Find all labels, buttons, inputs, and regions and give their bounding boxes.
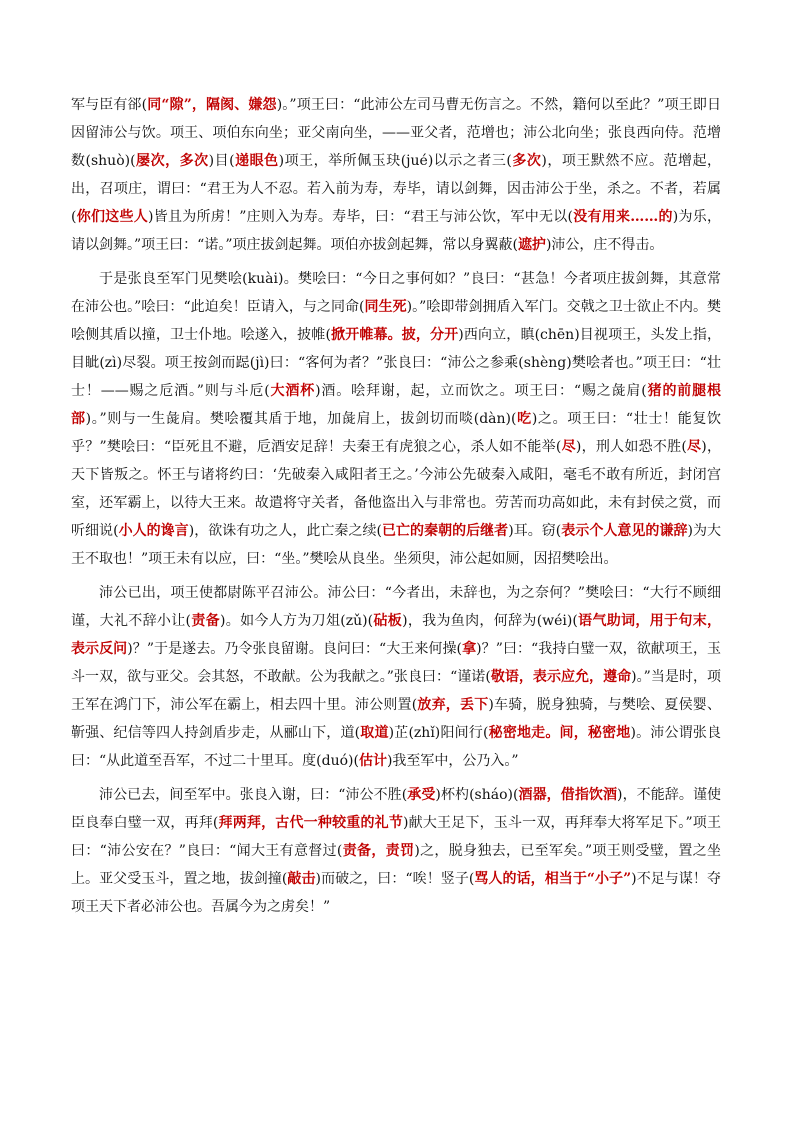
- body-text: 沛公已出，项王使都尉陈平召沛公。沛公曰：“今者出，未辞也，为之奈何？”樊哙曰：“大行不顾细谨，大礼不辞小让(: [71, 585, 721, 629]
- body-text: )西向立，瞋(chēn)目视项王，头发上指，目眦(zì)尽裂。项王按剑而跽(jì)曰：“客何为者？”张良曰：“沛公之参乘(shèng)樊哙者也。”项王曰：“壮士！——赐之卮酒。”则与斗卮(: [71, 327, 722, 399]
- annotation-text: 没有用来……的: [573, 209, 673, 225]
- body-text: )？”于是遂去。乃令张良留谢。良问曰：“大王来何操(: [127, 641, 463, 657]
- body-text: )而破之，曰：“唉！竖子(: [315, 871, 475, 887]
- body-text: )。”则与一生彘肩。樊哙覆其盾于地，加彘肩上，拔剑切而啖(dàn)(: [85, 411, 517, 427]
- paragraph-2: [71, 265, 721, 573]
- annotation-text: 拿: [462, 641, 477, 657]
- annotation-text: 已亡的秦朝的后继者: [381, 523, 509, 539]
- body-text: )？”曰：“我持白璧一双，欲献项王，玉斗一双，欲与亚父。会其怒，不敢献。公为我献之。”张良曰：“谨诺(: [71, 641, 722, 685]
- annotation-text: 砧板: [373, 613, 403, 629]
- body-text: )，刑人如恐不胜(: [575, 439, 687, 455]
- body-text: )之，脱身独去，已至军矣。”项王则受璧，置之坐上。亚父受玉斗，置之地，拔剑撞(: [71, 843, 722, 887]
- body-text: )献大王足下，玉斗一双，再拜奉大将军足下。”项王曰：“沛公安在？”良曰：“闻大王有意督过(: [71, 815, 721, 859]
- annotation-text: 取道: [360, 725, 389, 741]
- body-text: )，欲诛有功之人，此亡秦之续(: [188, 523, 382, 539]
- annotation-text: 小人的谗言: [118, 523, 189, 539]
- body-text: )之。项王曰：“壮士！能复饮乎？”樊哙曰：“臣死且不避，卮酒安足辞！夫秦王有虎狼之心，杀人如不能举(: [71, 411, 722, 455]
- body-text: )杯杓(sháo)(: [435, 787, 519, 803]
- annotation-text: 语气助词，用于句末，表示反问: [71, 613, 722, 657]
- body-text: 军与臣有郤(: [71, 97, 148, 113]
- annotation-text: 遮护: [517, 237, 546, 253]
- annotation-text: 同“隙”，隔阂、嫌怨: [147, 97, 277, 113]
- annotation-text: 大酒杯: [269, 383, 316, 399]
- annotation-text: 吃: [516, 411, 532, 427]
- body-text: )，项王默然不应。范增起，出，召项庄，谓曰：“君王为人不忍。若入前为寿，寿毕，请以剑舞，因击沛公于坐，杀之。不者，若属(: [71, 153, 721, 225]
- annotation-text: 敬语，表示应允，遵命: [490, 669, 632, 685]
- paragraph-3: [71, 579, 721, 775]
- annotation-text: 同生死: [364, 299, 407, 315]
- body-text: )目(: [208, 153, 235, 169]
- annotation-text: 秘密地走。间，秘密地: [488, 725, 631, 741]
- annotation-text: 递眼色: [234, 153, 279, 169]
- annotation-text: 猪的前腿根部: [71, 383, 722, 427]
- body-text: )皆且为所虏！”庄则入为寿。寿毕，曰：“君王与沛公饮，军中无以(: [147, 209, 574, 225]
- body-text: )为大王不取也！”项王未有以应，曰：“坐。”樊哙从良坐。坐须臾，沛公起如厕，因招樊哙出。: [71, 523, 722, 567]
- annotation-text: 你们这些人: [76, 209, 148, 225]
- annotation-text: 骂人的话，相当于“小子”: [474, 871, 632, 887]
- annotation-text: 屡次，多次: [135, 153, 209, 169]
- body-text: )芷(zhǐ)阳间行(: [388, 725, 489, 741]
- annotation-text: 放弃，丢下: [417, 697, 489, 713]
- annotation-text: 多次: [511, 153, 542, 169]
- annotation-text: 掀开帷幕。披，分开: [330, 327, 459, 343]
- body-text: )为乐，请以剑舞。”项王曰：“诺。”项庄拔剑起舞。项伯亦拔剑起舞，常以身翼蔽(: [71, 209, 721, 253]
- body-text: )车骑，脱身独骑，与樊哙、夏侯婴、靳强、纪信等四人持剑盾步走，从郦山下，道(: [71, 697, 722, 741]
- annotation-text: 表示个人意见的谦辞: [561, 523, 688, 539]
- body-text: )，天下皆叛之。怀王与诸将约曰：‘先破秦入咸阳者王之。’今沛公先破秦入咸阳，毫毛不敢有所近，封闭宫室，还军霸上，以待大王来。故遣将守关者，备他盗出入与非常也。劳苦而功高如此，未有封侯之赏，而听细说(: [71, 439, 722, 539]
- body-text: )。”哙即带剑拥盾入军门。交戟之卫士欲止不内。樊哙侧其盾以撞，卫士仆地。哙遂入，披帷(: [71, 299, 722, 343]
- body-text: 于是张良至军门见樊哙(kuài)。樊哙曰：“今日之事何如？”良曰：“甚急！今者项庄拔剑舞，其意常在沛公也。”哙曰：“此迫矣！臣请入，与之同命(: [71, 271, 721, 315]
- annotation-text: 敲击: [287, 871, 316, 887]
- body-text: )耳。窃(: [508, 523, 562, 539]
- paragraph-1: [71, 91, 721, 259]
- annotation-text: 承受: [407, 787, 436, 803]
- paragraph-4: [71, 781, 721, 921]
- body-text: )项王，举所佩玉玦(jué)以示之者三(: [278, 153, 512, 169]
- body-text: )。”项王曰：“此沛公左司马曹无伤言之。不然，籍何以至此？”项王即日因留沛公与饮。项王、项伯东向坐；亚父南向坐，——亚父者，范增也；沛公北向坐；张良西向侍。范增数(shuò)(: [71, 97, 721, 169]
- annotation-text: 估计: [358, 753, 387, 769]
- body-text: )。”当是时，项王军在鸿门下，沛公军在霸上，相去四十里。沛公则置(: [71, 669, 722, 713]
- body-text: )我至军中，公乃入。”: [386, 753, 519, 769]
- article-body: [71, 91, 721, 927]
- body-text: )。如今人方为刀俎(zǔ)(: [219, 613, 374, 629]
- annotation-text: 尽: [686, 439, 702, 455]
- body-text: )不足与谋！夺项王天下者必沛公也。吾属今为之虏矣！”: [71, 871, 721, 915]
- body-text: )，我为鱼肉，何辞为(wéi)(: [402, 613, 578, 629]
- body-text: )。沛公谓张良曰：“从此道至吾军，不过二十里耳。度(duó)(: [71, 725, 722, 769]
- annotation-text: 拜两拜，古代一种较重的礼节: [218, 815, 404, 831]
- annotation-text: 酒器，借指饮酒: [518, 787, 618, 803]
- annotation-text: 责备: [191, 613, 220, 629]
- body-text: )沛公，庄不得击。: [545, 237, 664, 253]
- body-text: )酒。哙拜谢，起，立而饮之。项王曰：“赐之彘肩(: [315, 383, 647, 399]
- body-text: )，不能辞。谨使臣良奉白璧一双，再拜(: [71, 787, 722, 831]
- annotation-text: 责备，责罚: [342, 843, 415, 859]
- annotation-text: 尽: [561, 439, 576, 455]
- body-text: 沛公已去，间至军中。张良入谢，曰：“沛公不胜(: [99, 787, 408, 803]
